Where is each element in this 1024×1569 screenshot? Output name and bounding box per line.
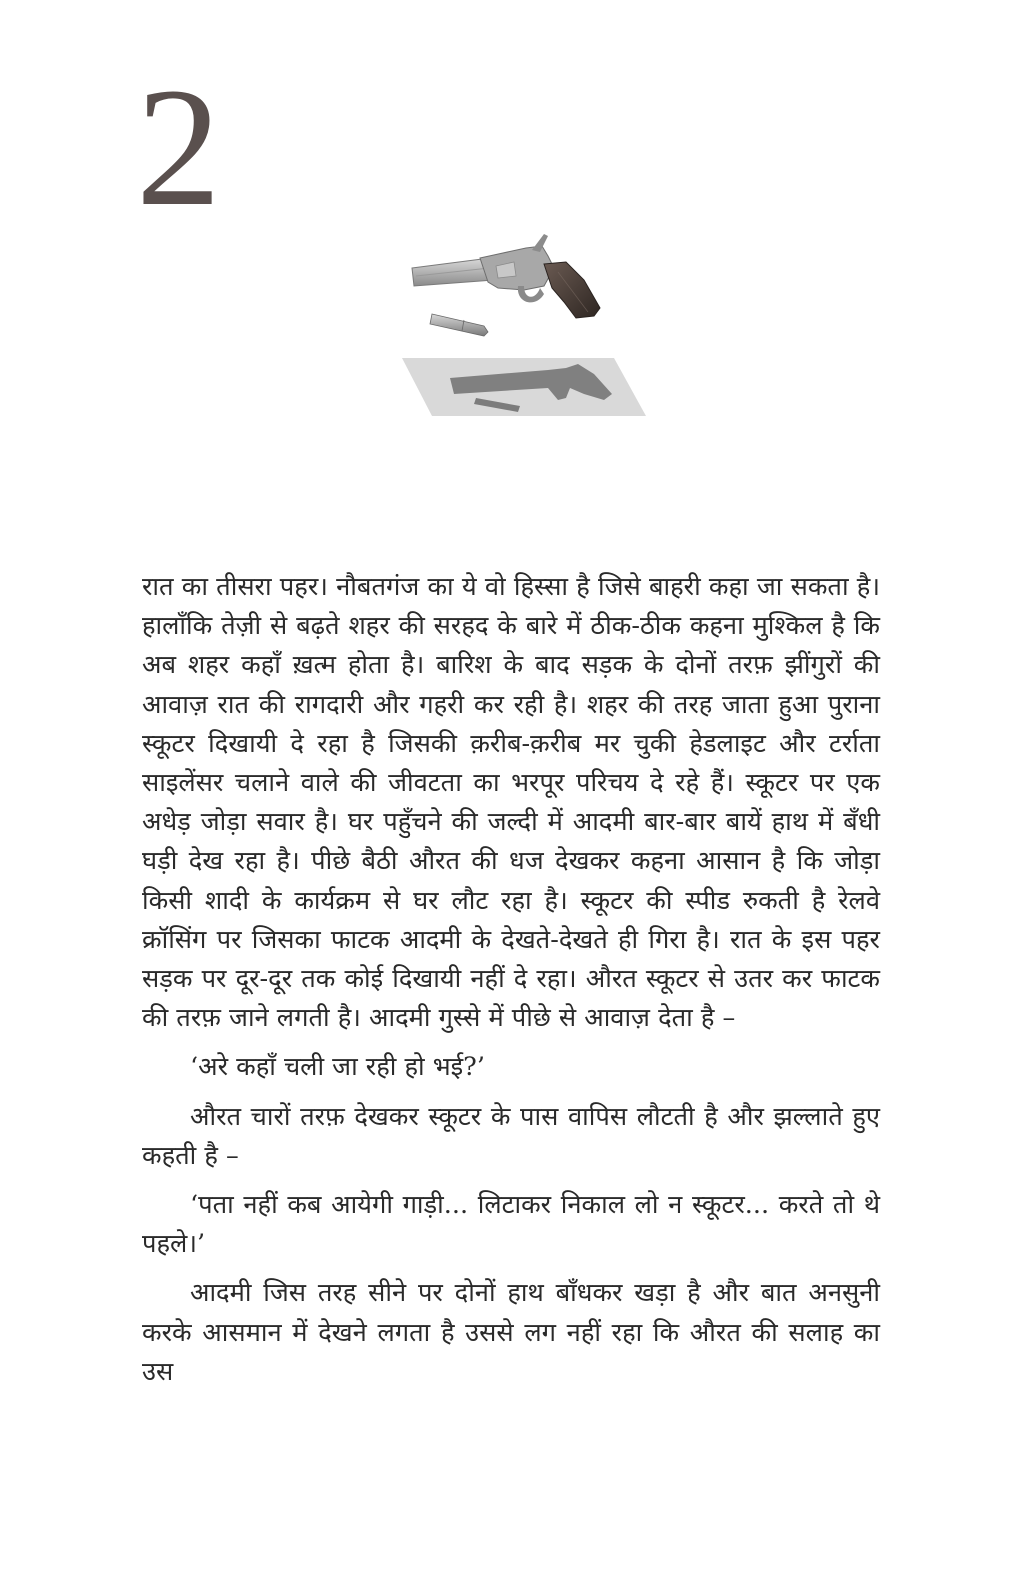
paragraph-dialog-man: ‘अरे कहाँ चली जा रही हो भई?’ xyxy=(190,1052,485,1083)
paragraph-opening: रात का तीसरा पहर। नौबतगंज का ये वो हिस्सा है जिसे बाहरी कहा जा सकता है। हालाँकि तेज़ी से बढ़ते शहर की सरहद के बारे में ठीक-ठीक कहना मुश्किल है कि अब शहर कहाँ ख़त्म होता है। बारिश के बाद सड़क के दोनों तरफ़ झींगुरों की आवाज़ रात की रागदारी और गहरी कर रही है। शहर की तरह जाता हुआ पुराना स्कूटर दिखायी दे रहा है जिसकी क़रीब-क़रीब मर चुकी हेडलाइट और टर्राता साइलेंसर चलाने वाले की जीवटता का भरपूर परिचय दे रहे हैं। स्कूटर पर एक अधेड़ जोड़ा सवार है। घर पहुँचने की जल्दी में आदमी बार-बार बायें हाथ में बँधी घड़ी देख रहा है। पीछे बैठी औरत की धज देखकर कहना आसान है कि जोड़ा किसी शादी के कार्यक्रम से घर लौट रहा है। स्कूटर की स्पीड रुकती है रेलवे क्रॉसिंग पर जिसका फाटक आदमी के देखते-देखते ही गिरा है। रात के इस पहर सड़क पर दूर-दूर तक कोई दिखायी नहीं दे रहा। औरत स्कूटर से उतर कर फाटक की तरफ़ जाने लगती है। आदमी गुस्से में पीछे से आवाज़ देता है – xyxy=(142,572,880,1034)
pistol-and-bullet-illustration xyxy=(398,228,650,420)
pistol-hammer xyxy=(532,234,548,252)
bullet xyxy=(430,314,488,336)
paragraph-woman-returns: औरत चारों तरफ़ देखकर स्कूटर के पास वापिस लौटती है और झल्लाते हुए कहती है – xyxy=(142,1101,880,1171)
chapter-number: 2 xyxy=(136,53,221,241)
pistol-frame xyxy=(480,246,554,290)
paragraph-man-ignores: आदमी जिस तरह सीने पर दोनों हाथ बाँधकर खड़ा है और बात अनसुनी करके आसमान में देखने लगता है उससे लग नहीं रहा कि औरत की सलाह का उस xyxy=(142,1278,880,1387)
paragraph-dialog-woman: ‘पता नहीं कब आयेगी गाड़ी... लिटाकर निकाल लो न स्कूटर... करते तो थे पहले।’ xyxy=(142,1190,880,1260)
chapter-body xyxy=(142,568,880,1392)
